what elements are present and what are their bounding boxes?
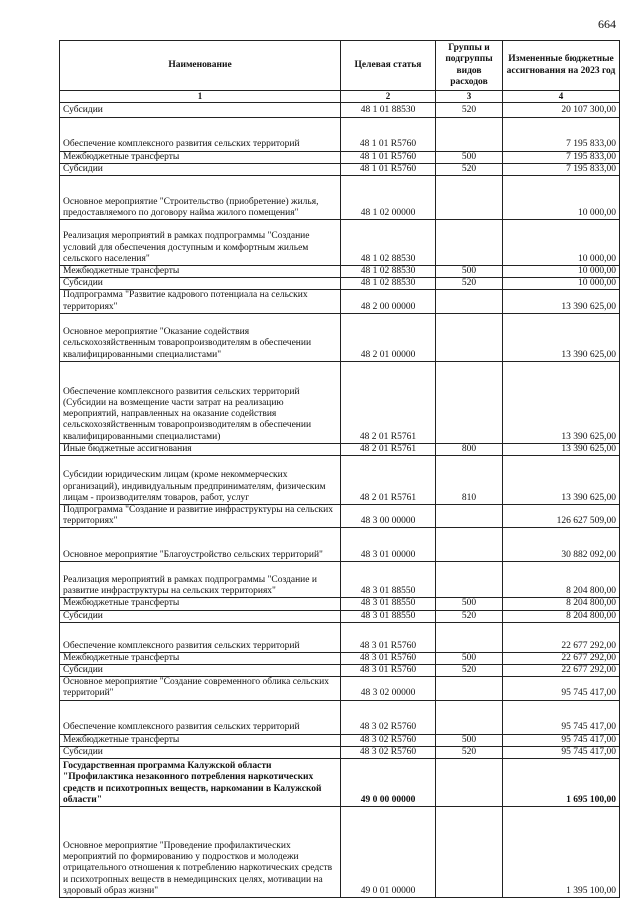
row-expense-group	[436, 700, 503, 734]
row-amount: 13 390 625,00	[503, 290, 620, 313]
row-target-article: 48 3 01 R5760	[341, 652, 436, 664]
row-expense-group: 500	[436, 652, 503, 664]
row-target-article: 48 3 01 88550	[341, 598, 436, 610]
row-amount: 8 204 800,00	[503, 598, 620, 610]
row-expense-group	[436, 677, 503, 700]
row-target-article: 48 1 01 88530	[341, 102, 436, 117]
row-target-article: 48 3 01 R5760	[341, 622, 436, 652]
table-row	[60, 759, 620, 807]
row-name: Основное мероприятие "Благоустройство сельских территорий"	[60, 528, 341, 562]
table-row	[60, 665, 620, 677]
row-amount: 7 195 833,00	[503, 117, 620, 151]
row-name: Субсидии	[60, 163, 341, 175]
row-amount: 13 390 625,00	[503, 443, 620, 455]
row-amount: 22 677 292,00	[503, 665, 620, 677]
row-amount: 95 745 417,00	[503, 677, 620, 700]
row-target-article: 48 1 01 R5760	[341, 117, 436, 151]
row-expense-group: 500	[436, 266, 503, 278]
table-row	[60, 746, 620, 758]
column-number: 3	[436, 91, 503, 103]
row-name: Межбюджетные трансферты	[60, 652, 341, 664]
row-name: Межбюджетные трансферты	[60, 266, 341, 278]
row-expense-group: 520	[436, 610, 503, 622]
row-expense-group	[436, 622, 503, 652]
row-expense-group: 500	[436, 598, 503, 610]
row-name: Межбюджетные трансферты	[60, 598, 341, 610]
table-row	[60, 313, 620, 361]
row-amount: 22 677 292,00	[503, 622, 620, 652]
table-row	[60, 278, 620, 290]
table-row	[60, 361, 620, 443]
row-target-article: 48 1 02 88530	[341, 266, 436, 278]
row-expense-group: 500	[436, 151, 503, 163]
row-target-article: 48 3 01 88550	[341, 610, 436, 622]
row-expense-group	[436, 220, 503, 266]
row-name: Обеспечение комплексного развития сельских территорий	[60, 117, 341, 151]
row-target-article: 48 3 00 00000	[341, 505, 436, 528]
row-expense-group: 520	[436, 278, 503, 290]
row-name: Основное мероприятие "Строительство (приобретение) жилья, предоставляемого по договору найма жилого помещения"	[60, 176, 341, 220]
row-amount: 13 390 625,00	[503, 456, 620, 505]
row-name: Основное мероприятие "Оказание содействия сельскохозяйственным товаропроизводителям в обеспечении квалифицированными специалистами"	[60, 313, 341, 361]
row-expense-group: 520	[436, 665, 503, 677]
row-target-article: 48 1 02 88530	[341, 220, 436, 266]
page-number: 664	[598, 17, 616, 31]
row-expense-group: 800	[436, 443, 503, 455]
table-row	[60, 677, 620, 700]
row-expense-group	[436, 176, 503, 220]
table-row	[60, 443, 620, 455]
table-row	[60, 610, 620, 622]
row-target-article: 48 3 02 R5760	[341, 734, 436, 746]
column-number: 2	[341, 91, 436, 103]
table-row	[60, 266, 620, 278]
row-amount: 10 000,00	[503, 278, 620, 290]
table-row	[60, 102, 620, 117]
budget-table	[59, 40, 620, 898]
row-amount: 7 195 833,00	[503, 163, 620, 175]
row-expense-group	[436, 759, 503, 807]
column-number: 1	[60, 91, 341, 103]
row-name: Реализация мероприятий в рамках подпрограммы "Создание условий для обеспечения доступным и комфортным жильем сельского населения"	[60, 220, 341, 266]
row-target-article: 48 2 01 00000	[341, 313, 436, 361]
row-expense-group: 500	[436, 734, 503, 746]
row-amount: 22 677 292,00	[503, 652, 620, 664]
table-row	[60, 528, 620, 562]
row-target-article: 48 3 02 R5760	[341, 746, 436, 758]
row-amount: 10 000,00	[503, 220, 620, 266]
row-name: Субсидии юридическим лицам (кроме некоммерческих организаций), индивидуальным предпринимателям, физическим лицам - производителям товаров, работ, услуг	[60, 456, 341, 505]
column-number: 4	[503, 91, 620, 103]
row-target-article: 48 3 01 88550	[341, 562, 436, 598]
row-amount: 95 745 417,00	[503, 734, 620, 746]
table-row	[60, 652, 620, 664]
row-expense-group: 520	[436, 102, 503, 117]
row-target-article: 48 2 01 R5761	[341, 456, 436, 505]
row-expense-group	[436, 117, 503, 151]
row-expense-group	[436, 290, 503, 313]
row-name: Субсидии	[60, 665, 341, 677]
row-amount: 30 882 092,00	[503, 528, 620, 562]
row-name: Подпрограмма "Развитие кадрового потенциала на сельских территориях"	[60, 290, 341, 313]
table-row	[60, 562, 620, 598]
row-target-article: 48 3 02 R5760	[341, 700, 436, 734]
row-target-article: 48 3 01 00000	[341, 528, 436, 562]
table-row	[60, 151, 620, 163]
row-target-article: 49 0 00 00000	[341, 759, 436, 807]
row-amount: 7 195 833,00	[503, 151, 620, 163]
table-row	[60, 290, 620, 313]
row-expense-group: 520	[436, 163, 503, 175]
row-amount: 126 627 509,00	[503, 505, 620, 528]
row-amount: 20 107 300,00	[503, 102, 620, 117]
row-amount: 10 000,00	[503, 266, 620, 278]
row-name: Субсидии	[60, 102, 341, 117]
row-target-article: 48 3 01 R5760	[341, 665, 436, 677]
table-row	[60, 598, 620, 610]
row-amount: 10 000,00	[503, 176, 620, 220]
row-target-article: 48 1 01 R5760	[341, 163, 436, 175]
table-row	[60, 734, 620, 746]
row-target-article: 48 1 02 88530	[341, 278, 436, 290]
row-expense-group	[436, 807, 503, 898]
row-name: Обеспечение комплексного развития сельских территорий	[60, 622, 341, 652]
table-row	[60, 176, 620, 220]
row-name: Субсидии	[60, 610, 341, 622]
row-target-article: 48 2 00 00000	[341, 290, 436, 313]
row-amount: 13 390 625,00	[503, 313, 620, 361]
row-target-article: 49 0 01 00000	[341, 807, 436, 898]
table-row	[60, 807, 620, 898]
row-amount: 8 204 800,00	[503, 610, 620, 622]
table-row	[60, 700, 620, 734]
row-amount: 95 745 417,00	[503, 700, 620, 734]
row-name: Реализация мероприятий в рамках подпрограммы "Создание и развитие инфраструктуры на сельских территориях"	[60, 562, 341, 598]
row-name: Межбюджетные трансферты	[60, 734, 341, 746]
row-name: Государственная программа Калужской области "Профилактика незаконного потребления наркотических средств и психотропных веществ, наркомании в Калужской области"	[60, 759, 341, 807]
table-row	[60, 117, 620, 151]
row-amount: 1 395 100,00	[503, 807, 620, 898]
row-name: Иные бюджетные ассигнования	[60, 443, 341, 455]
row-amount: 13 390 625,00	[503, 361, 620, 443]
row-name: Субсидии	[60, 278, 341, 290]
row-target-article: 48 1 01 R5760	[341, 151, 436, 163]
header-name: Наименование	[60, 41, 341, 91]
row-name: Обеспечение комплексного развития сельских территорий	[60, 700, 341, 734]
row-name: Субсидии	[60, 746, 341, 758]
header-expense-groups: Группы и подгруппы видов расходов	[436, 41, 503, 91]
table-row	[60, 220, 620, 266]
row-expense-group: 520	[436, 746, 503, 758]
row-target-article: 48 1 02 00000	[341, 176, 436, 220]
header-amount-2023: Измененные бюджетные ассигнования на 2023 год	[503, 41, 620, 91]
row-amount: 1 695 100,00	[503, 759, 620, 807]
row-expense-group	[436, 562, 503, 598]
table-row	[60, 456, 620, 505]
table-row	[60, 622, 620, 652]
row-amount: 95 745 417,00	[503, 746, 620, 758]
table-row	[60, 163, 620, 175]
row-target-article: 48 2 01 R5761	[341, 443, 436, 455]
row-expense-group	[436, 505, 503, 528]
row-expense-group	[436, 528, 503, 562]
row-name: Подпрограмма "Создание и развитие инфраструктуры на сельских территориях"	[60, 505, 341, 528]
row-name: Обеспечение комплексного развития сельских территорий (Субсидии на возмещение части затрат на реализацию мероприятий, направленных на оказание содействия сельскохозяйственным товаропроизводителям в обеспечении квалифицированными специалистами)	[60, 361, 341, 443]
row-expense-group	[436, 361, 503, 443]
row-target-article: 48 3 02 00000	[341, 677, 436, 700]
row-expense-group	[436, 313, 503, 361]
row-name: Межбюджетные трансферты	[60, 151, 341, 163]
row-expense-group: 810	[436, 456, 503, 505]
table-row	[60, 505, 620, 528]
row-name: Основное мероприятие "Создание современного облика сельских территорий"	[60, 677, 341, 700]
header-target-article: Целевая статья	[341, 41, 436, 91]
row-name: Основное мероприятие "Проведение профилактических мероприятий по формированию у подростков и молодежи отрицательного отношения к потреблению наркотических средств и психотропных веществ в немедицинских целях, мотивации на здоровый образ жизни"	[60, 807, 341, 898]
row-amount: 8 204 800,00	[503, 562, 620, 598]
row-target-article: 48 2 01 R5761	[341, 361, 436, 443]
